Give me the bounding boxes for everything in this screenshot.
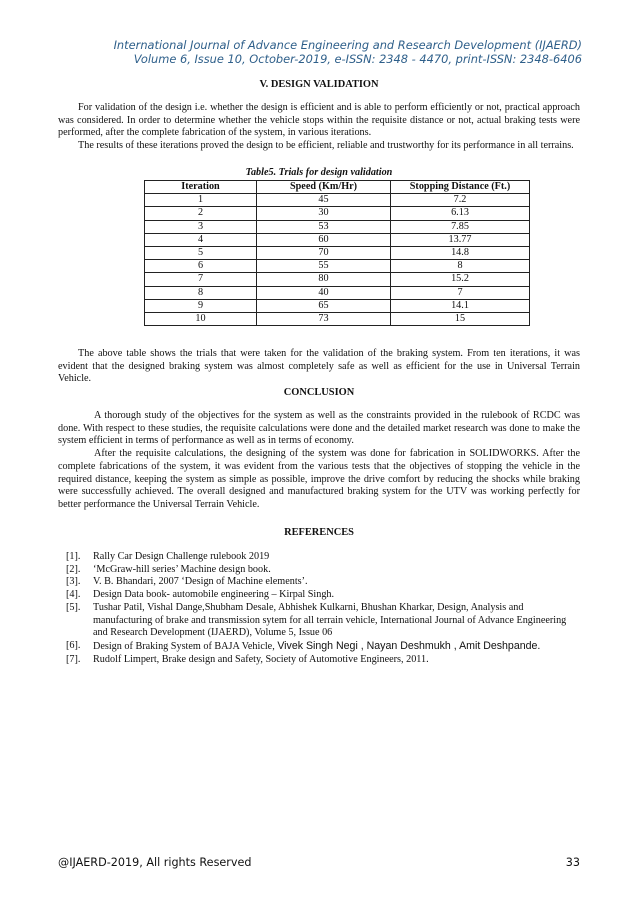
cell-iteration: 1 bbox=[145, 194, 257, 207]
conclusion-body bbox=[58, 410, 580, 512]
column-header-iteration: Iteration bbox=[145, 181, 257, 194]
table-row bbox=[145, 207, 530, 220]
footer-copyright: @IJAERD-2019, All rights Reserved bbox=[58, 856, 252, 869]
reference-text: Tushar Patil, Vishal Dange,Shubham Desale, Abhishek Kulkarni, Bhushan Kharkar, Design, Analysis and manufacturing of brake and transmission sytem for all terrain vehicle, International Journal of Advance Engineering and Research Development (IJAERD), Volume 5, Issue 06 bbox=[93, 601, 567, 639]
references-list bbox=[66, 551, 578, 666]
paragraph: The results of these iterations proved the design to be efficient, reliable and trustworthy for its performance in all terrains. bbox=[78, 140, 574, 152]
reference-number: [5]. bbox=[66, 601, 81, 613]
cell-speed: 55 bbox=[257, 260, 391, 273]
journal-title: International Journal of Advance Engineering and Research Development (IJAERD) bbox=[113, 38, 582, 52]
table-caption: Table5. Trials for design validation bbox=[245, 167, 393, 178]
reference-text: Rally Car Design Challenge rulebook 2019 bbox=[93, 551, 270, 562]
cell-iteration: 7 bbox=[145, 273, 257, 286]
reference-number: [4]. bbox=[66, 589, 81, 601]
cell-stopping-distance: 6.13 bbox=[391, 207, 530, 220]
reference-text: Rudolf Limpert, Brake design and Safety, Society of Automotive Engineers, 2011. bbox=[93, 653, 429, 665]
reference-number: [7]. bbox=[66, 653, 81, 665]
table-row bbox=[145, 273, 530, 286]
column-header-stopping-distance: Stopping Distance (Ft.) bbox=[391, 181, 530, 194]
paragraph: A thorough study of the objectives for the system as well as the constraints provided in the rulebook of RCDC was done. With respect to these studies, the requisite calculations were done and the detailed market research was done to make the system efficient in terms of performance as well as in terms of economy. bbox=[58, 410, 580, 447]
section-heading-design-validation: V. DESIGN VALIDATION bbox=[259, 79, 379, 90]
cell-iteration: 5 bbox=[145, 246, 257, 259]
reference-item bbox=[66, 640, 578, 654]
reference-authors: Vivek Singh Negi , Nayan Deshmukh , Amit Deshpande. bbox=[277, 639, 541, 652]
cell-speed: 45 bbox=[257, 194, 391, 207]
cell-iteration: 9 bbox=[145, 299, 257, 312]
cell-iteration: 6 bbox=[145, 260, 257, 273]
section-heading-references: REFERENCES bbox=[284, 527, 354, 538]
cell-speed: 30 bbox=[257, 207, 391, 220]
reference-item bbox=[66, 576, 578, 589]
cell-stopping-distance: 14.1 bbox=[391, 299, 530, 312]
table-row bbox=[145, 220, 530, 233]
cell-speed: 65 bbox=[257, 299, 391, 312]
trials-table bbox=[144, 180, 530, 326]
reference-item bbox=[66, 589, 578, 602]
cell-iteration: 8 bbox=[145, 286, 257, 299]
cell-speed: 70 bbox=[257, 246, 391, 259]
reference-text bbox=[93, 640, 578, 654]
cell-speed: 53 bbox=[257, 220, 391, 233]
reference-text: ‘McGraw-hill series’ Machine design book. bbox=[93, 563, 271, 575]
reference-text: V. B. Bhandari, 2007 ‘Design of Machine elements’. bbox=[93, 576, 308, 588]
paragraph: For validation of the design i.e. whether the design is efficient and is able to perform efficiently or not, practical approach was considered. In order to determine whether the vehicle stops within the requisite distance or not, actual braking tests were performed, after the complete fabrication of the system, in various iterations. bbox=[58, 102, 580, 139]
cell-stopping-distance: 15.2 bbox=[391, 273, 530, 286]
reference-item bbox=[66, 602, 578, 640]
reference-title: Design of Braking System of BAJA Vehicle, bbox=[93, 640, 278, 652]
reference-item bbox=[66, 564, 578, 577]
cell-stopping-distance: 13.77 bbox=[391, 233, 530, 246]
table-row bbox=[145, 286, 530, 299]
table-row bbox=[145, 194, 530, 207]
journal-header bbox=[114, 38, 582, 66]
cell-stopping-distance: 8 bbox=[391, 260, 530, 273]
reference-text: Design Data book- automobile engineering – Kirpal Singh. bbox=[93, 589, 335, 601]
paragraph: After the requisite calculations, the designing of the system was done for fabrication in SOLIDWORKS. After the complete fabrications of the system, it was evident from the various tests that the objectives of stopping the vehicle in the required distance, keeping the system as simple as possible, improve the drive comfort by reducing the shocks while braking were successfully achieved. The overall designed and manufactured braking system for the UTV was working perfectly for better performance the Universal Terrain Vehicle. bbox=[58, 448, 580, 510]
reference-number: [6]. bbox=[66, 639, 81, 651]
table-row bbox=[145, 233, 530, 246]
table-row bbox=[145, 260, 530, 273]
reference-item bbox=[66, 654, 578, 667]
reference-number: [3]. bbox=[66, 576, 81, 588]
cell-iteration: 10 bbox=[145, 312, 257, 325]
cell-stopping-distance: 15 bbox=[391, 312, 530, 325]
page-number: 33 bbox=[565, 856, 580, 869]
cell-stopping-distance: 7 bbox=[391, 286, 530, 299]
table-discussion-paragraph: The above table shows the trials that were taken for the validation of the braking system. From ten iterations, it was evident that the designed braking system was almost completely safe as well as efficient for the use in Universal Terrain Vehicle. bbox=[58, 348, 580, 385]
column-header-speed: Speed (Km/Hr) bbox=[257, 181, 391, 194]
cell-stopping-distance: 7.85 bbox=[391, 220, 530, 233]
table-row bbox=[145, 299, 530, 312]
cell-speed: 73 bbox=[257, 312, 391, 325]
reference-number: [2]. bbox=[66, 563, 81, 575]
cell-speed: 60 bbox=[257, 233, 391, 246]
table-row bbox=[145, 246, 530, 259]
reference-item bbox=[66, 551, 578, 564]
cell-stopping-distance: 7.2 bbox=[391, 194, 530, 207]
cell-iteration: 4 bbox=[145, 233, 257, 246]
cell-speed: 40 bbox=[257, 286, 391, 299]
journal-volume-info: Volume 6, Issue 10, October-2019, e-ISSN: 2348 - 4470, print-ISSN: 2348-6406 bbox=[133, 52, 582, 66]
section-heading-conclusion: CONCLUSION bbox=[283, 387, 355, 398]
cell-stopping-distance: 14.8 bbox=[391, 246, 530, 259]
table-header-row bbox=[145, 181, 530, 194]
reference-number: [1]. bbox=[66, 551, 81, 562]
cell-iteration: 2 bbox=[145, 207, 257, 220]
design-validation-body bbox=[58, 102, 580, 153]
cell-speed: 80 bbox=[257, 273, 391, 286]
table-row bbox=[145, 312, 530, 325]
cell-iteration: 3 bbox=[145, 220, 257, 233]
